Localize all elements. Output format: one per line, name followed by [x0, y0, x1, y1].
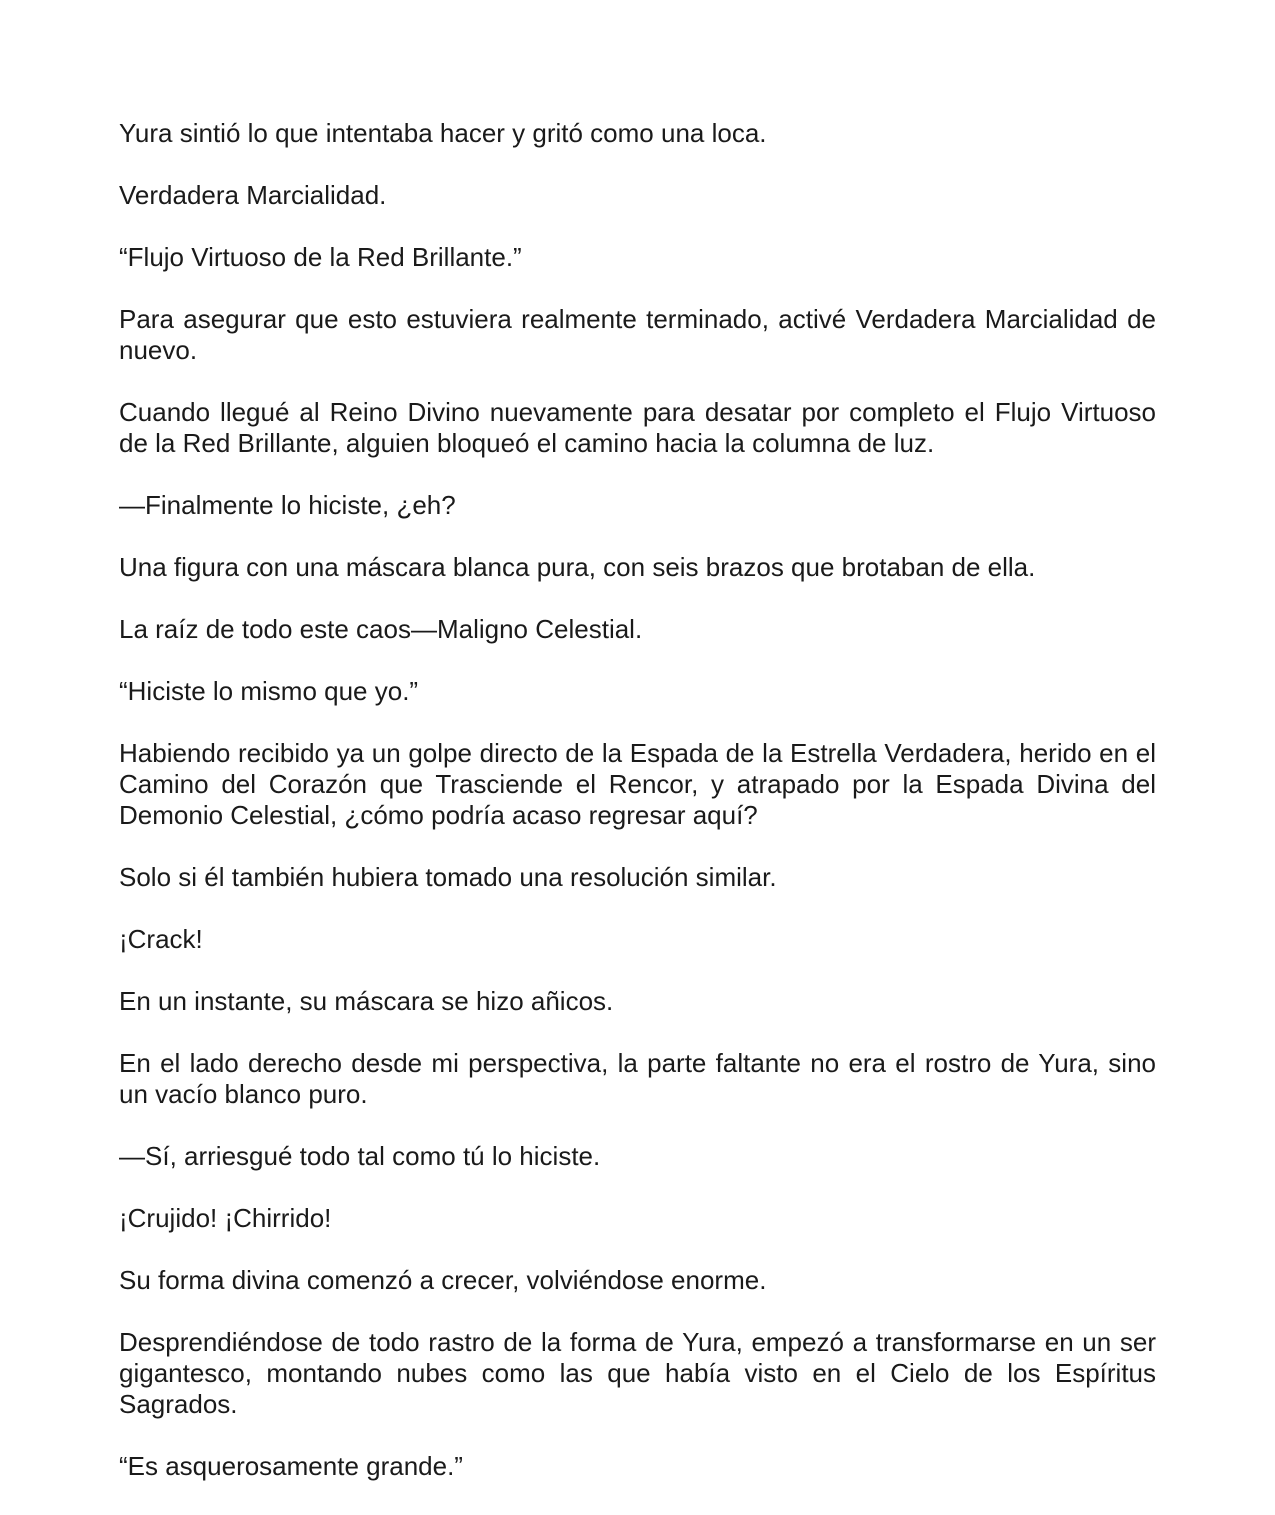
paragraph: Habiendo recibido ya un golpe directo de la Espada de la Estrella Verdadera, herido en el Camino del Corazón que Trasciende el Rencor, y atrapado por la Espada Divina del Demonio Celestial, ¿cómo podría acaso regresar aquí? — [119, 738, 1156, 830]
paragraph: Cuando llegué al Reino Divino nuevamente para desatar por completo el Flujo Virtuoso de la Red Brillante, alguien bloqueó el camino hacia la columna de luz. — [119, 397, 1156, 458]
paragraph: Desprendiéndose de todo rastro de la forma de Yura, empezó a transformarse en un ser gigantesco, montando nubes como las que había visto en el Cielo de los Espíritus Sagrados. — [119, 1327, 1156, 1419]
paragraph: ¡Crack! — [119, 924, 203, 954]
paragraph: —Sí, arriesgué todo tal como tú lo hiciste. — [119, 1141, 601, 1171]
paragraph: “Es asquerosamente grande.” — [119, 1451, 463, 1481]
document-page — [119, 118, 1156, 1482]
paragraph: La raíz de todo este caos—Maligno Celestial. — [119, 614, 643, 644]
paragraph: Para asegurar que esto estuviera realmente terminado, activé Verdadera Marcialidad de nuevo. — [119, 304, 1156, 365]
paragraph: Su forma divina comenzó a crecer, volviéndose enorme. — [119, 1265, 767, 1295]
paragraph: “Flujo Virtuoso de la Red Brillante.” — [119, 242, 522, 272]
paragraph: ¡Crujido! ¡Chirrido! — [119, 1203, 332, 1233]
paragraph: Yura sintió lo que intentaba hacer y gritó como una loca. — [119, 118, 767, 148]
paragraph: En el lado derecho desde mi perspectiva, la parte faltante no era el rostro de Yura, sino un vacío blanco puro. — [119, 1048, 1156, 1109]
paragraph: “Hiciste lo mismo que yo.” — [119, 676, 419, 706]
paragraph: —Finalmente lo hiciste, ¿eh? — [119, 490, 456, 520]
paragraph: Una figura con una máscara blanca pura, con seis brazos que brotaban de ella. — [119, 552, 1036, 582]
paragraph: En un instante, su máscara se hizo añicos. — [119, 986, 614, 1016]
paragraph: Solo si él también hubiera tomado una resolución similar. — [119, 862, 777, 892]
paragraph: Verdadera Marcialidad. — [119, 180, 387, 210]
